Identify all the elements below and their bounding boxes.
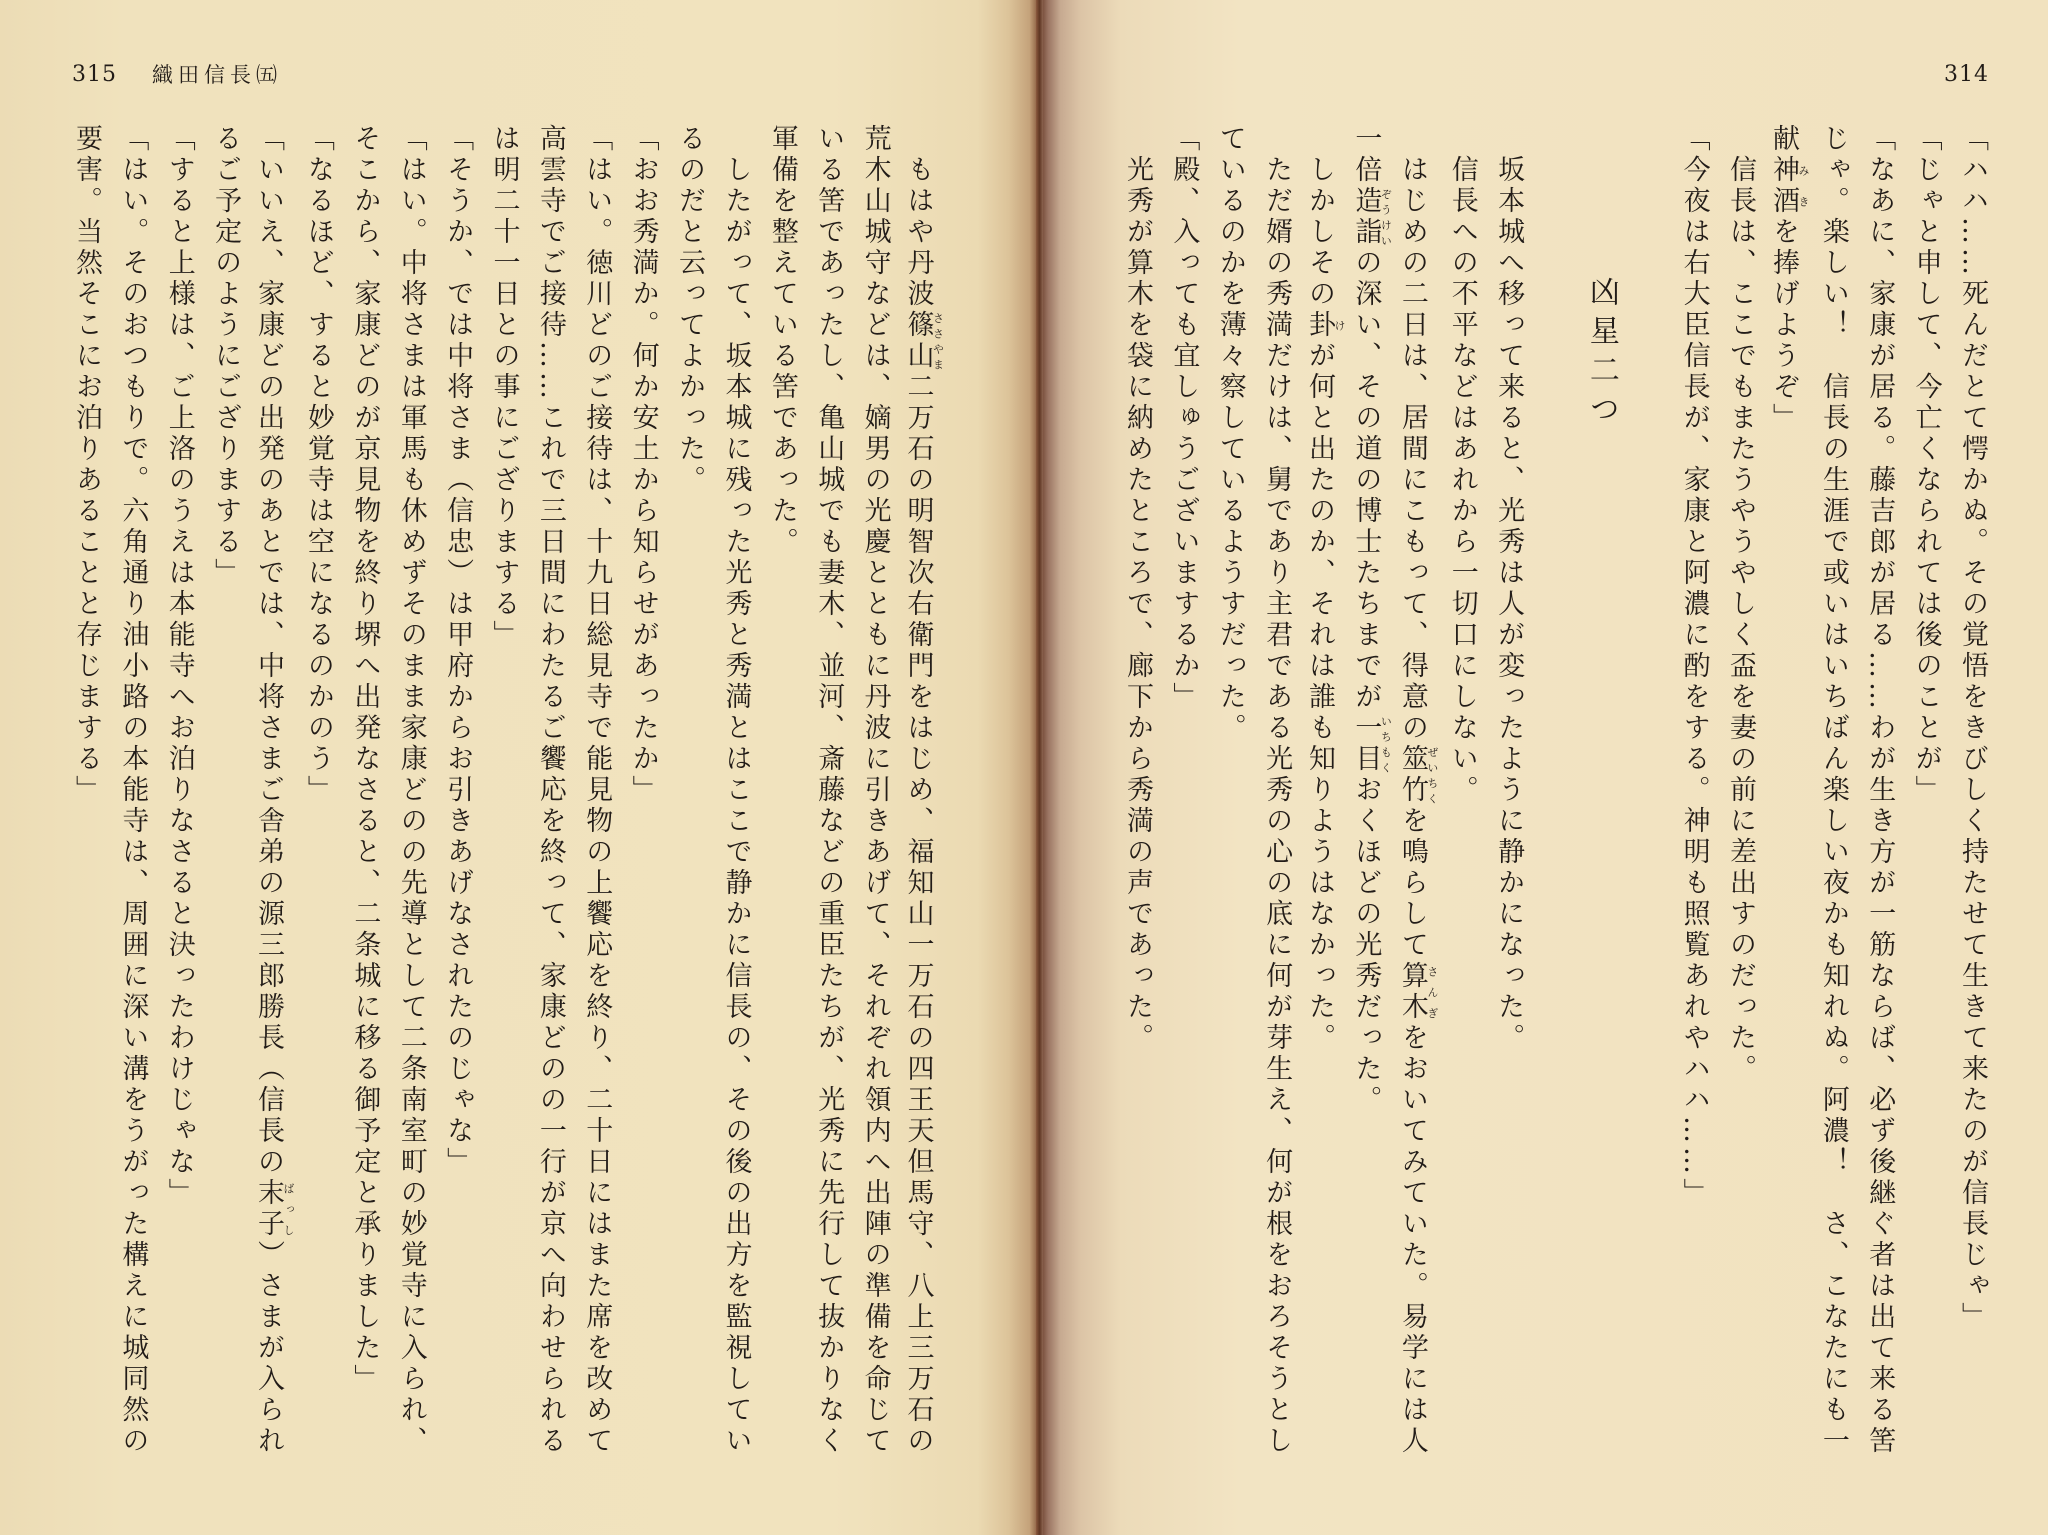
- section-heading: 凶星二つ: [1583, 276, 1619, 432]
- text-line: 「殿、入っても宜しゅうございまするか」: [1168, 124, 1200, 713]
- text-line: 「そうか、では中将さま（信忠）は甲府からお引きあげなされたのじゃな」: [442, 124, 474, 1178]
- blank-line: [1624, 124, 1670, 1464]
- ruby-reading: ささやま: [931, 310, 945, 372]
- text-line: 坂本城へ移って来ると、光秀は人が変ったように静かになった。: [1493, 124, 1525, 1054]
- text-line: [1299, 124, 1345, 1464]
- text-line: [248, 124, 294, 1464]
- ruby-word: [1767, 155, 1810, 217]
- ruby-word: [1350, 713, 1393, 775]
- text-line: るご予定のようにござりまする」: [210, 124, 242, 589]
- text-segment: おくほどの光秀だった。: [1350, 775, 1382, 1116]
- text-line: [898, 124, 944, 1464]
- book-gutter: [1036, 0, 1043, 1535]
- text-line: じゃ。楽しい！ 信長の生涯で或いはいちばん楽しい夜かも知れぬ。阿濃！ さ、こなたにも一: [1817, 124, 1849, 1457]
- ruby-reading: いちもく: [1379, 713, 1393, 775]
- text-line: 「はい。そのおつもりで。六角通り油小路の本能寺は、周囲に深い溝をうがった構えに城同然の: [117, 124, 149, 1457]
- ruby-base: 一目: [1350, 713, 1382, 775]
- text-segment: ）さまが入られ: [253, 1240, 285, 1457]
- text-segment: 「いいえ、家康どの出発のあとでは、中将さまご舎弟の源三郎勝長（信長の: [253, 124, 285, 1178]
- ruby-word: [1396, 961, 1439, 1023]
- left-page-text: [62, 124, 944, 1464]
- running-title: 織田信長㈤: [152, 63, 282, 87]
- text-segment: を捧げようぞ」: [1767, 217, 1799, 434]
- text-line: 「はい。徳川どのご接待は、十九日総見寺で能見物の上饗応を終り、二十日にはまた席を改めて: [581, 124, 613, 1457]
- text-line: そこから、家康どのが京見物を終り堺へ出発なさると、二条城に移る御予定と承りました」: [349, 124, 381, 1395]
- ruby-word: [1350, 186, 1393, 248]
- text-line: 「おお秀満か。何か安土から知らせがあったか」: [627, 124, 659, 806]
- text-line: 光秀が算木を袋に納めたところで、廊下から秀満の声であった。: [1121, 124, 1153, 1054]
- text-line: 「なるほど、すると妙覚寺は空になるのかのう」: [302, 124, 334, 806]
- text-line: るのだと云ってよかった。: [674, 124, 706, 496]
- text-segment: 二万石の明智次右衛門をはじめ、福知山一万石の四王天但馬守、八上三万石の: [902, 372, 934, 1457]
- ruby-reading: ばっし: [282, 1178, 296, 1240]
- ruby-base: 卦: [1304, 310, 1336, 341]
- text-line: [1392, 124, 1438, 1464]
- ruby-reading: さんぎ: [1425, 961, 1439, 1023]
- text-segment: 献: [1767, 124, 1799, 155]
- text-line: 信長への不平などはあれから一切口にしない。: [1446, 124, 1478, 806]
- text-line: 「なあに、家康が居る。藤吉郎が居る……わが生き方が一筋ならば、必ず後継ぐ者は出て来る筈: [1864, 124, 1896, 1457]
- text-segment: もはや丹波: [902, 124, 934, 310]
- text-segment: の深い、その道の博士たちまでが: [1350, 248, 1382, 713]
- ruby-reading: みき: [1796, 155, 1810, 217]
- text-line: いる筈であったし、亀山城でも妻木、並河、斎藤などの重臣たちが、光秀に先行して抜かりなく: [813, 124, 845, 1457]
- ruby-word: [1396, 744, 1439, 806]
- ruby-word: [902, 310, 945, 372]
- text-segment: をおいてみていた。易学には人: [1396, 1023, 1428, 1457]
- ruby-base: 筮竹: [1396, 744, 1428, 806]
- text-line: ただ婿の秀満だけは、舅であり主君である光秀の心の底に何が芽生え、何が根をおろそうとし: [1261, 124, 1293, 1457]
- right-page-text: [1113, 124, 1995, 1464]
- text-line: 荒木山城守などは、嫡男の光慶とともに丹波に引きあげて、それぞれ領内へ出陣の準備を命じて: [859, 124, 891, 1457]
- ruby-reading: ぜいちく: [1425, 744, 1439, 806]
- ruby-base: 算木: [1396, 961, 1428, 1023]
- ruby-reading: け: [1333, 310, 1347, 341]
- blank-line: [1531, 124, 1577, 1464]
- page-number-left: 315: [72, 62, 117, 87]
- text-line: 「今夜は右大臣信長が、家康と阿濃に酌をする。神明も照覧あれやハハ……」: [1678, 124, 1710, 1209]
- text-segment: 一倍: [1350, 124, 1382, 186]
- ruby-reading: ぞうけい: [1379, 186, 1393, 248]
- ruby-base: 末子: [253, 1178, 285, 1240]
- text-line: [1763, 124, 1809, 1464]
- text-line: 要害。当然そこにお泊りあることと存じまする」: [70, 124, 102, 806]
- ruby-word: [1304, 310, 1347, 341]
- ruby-word: [253, 1178, 296, 1240]
- text-line: 「ハハ……死んだとて愕かぬ。その覚悟をきびしく持たせて生きて来たのが信長じゃ」: [1957, 124, 1988, 1333]
- text-segment: しかしその: [1304, 124, 1336, 310]
- text-line: 信長は、ここでもまたうやうやしく盃を妻の前に差出すのだった。: [1725, 124, 1757, 1085]
- text-line: は明二十一日との事にござりまする」: [488, 124, 520, 651]
- text-line: 「じゃと申して、今亡くなられては後のことが」: [1910, 124, 1942, 806]
- text-segment: を鳴らして: [1396, 806, 1428, 961]
- page-number-right: 314: [1944, 62, 1989, 87]
- ruby-base: 造詣: [1350, 186, 1382, 248]
- text-line: 「すると上様は、ご上洛のうえは本能寺へお泊りなさると決ったわけじゃな」: [163, 124, 195, 1209]
- text-line: 高雲寺でご接待……これで三日間にわたるご饗応を終って、家康どのの一行が京へ向わせられる: [534, 124, 566, 1457]
- text-line: [1346, 124, 1392, 1464]
- text-line: ているのかを薄々察しているようすだった。: [1214, 124, 1246, 744]
- text-line: したがって、坂本城に残った光秀と秀満とはここで静かに信長の、その後の出方を監視してい: [720, 124, 752, 1457]
- text-segment: はじめの二日は、居間にこもって、得意の: [1396, 124, 1428, 744]
- ruby-base: 神酒: [1767, 155, 1799, 217]
- text-line: 「はい。中将さまは軍馬も休めずそのまま家康どのの先導として二条南室町の妙覚寺に入られ、: [395, 124, 427, 1457]
- text-segment: が何と出たのか、それは誰も知りようはなかった。: [1304, 341, 1336, 1054]
- ruby-base: 篠山: [902, 310, 934, 372]
- text-line: 軍備を整えている筈であった。: [766, 124, 798, 558]
